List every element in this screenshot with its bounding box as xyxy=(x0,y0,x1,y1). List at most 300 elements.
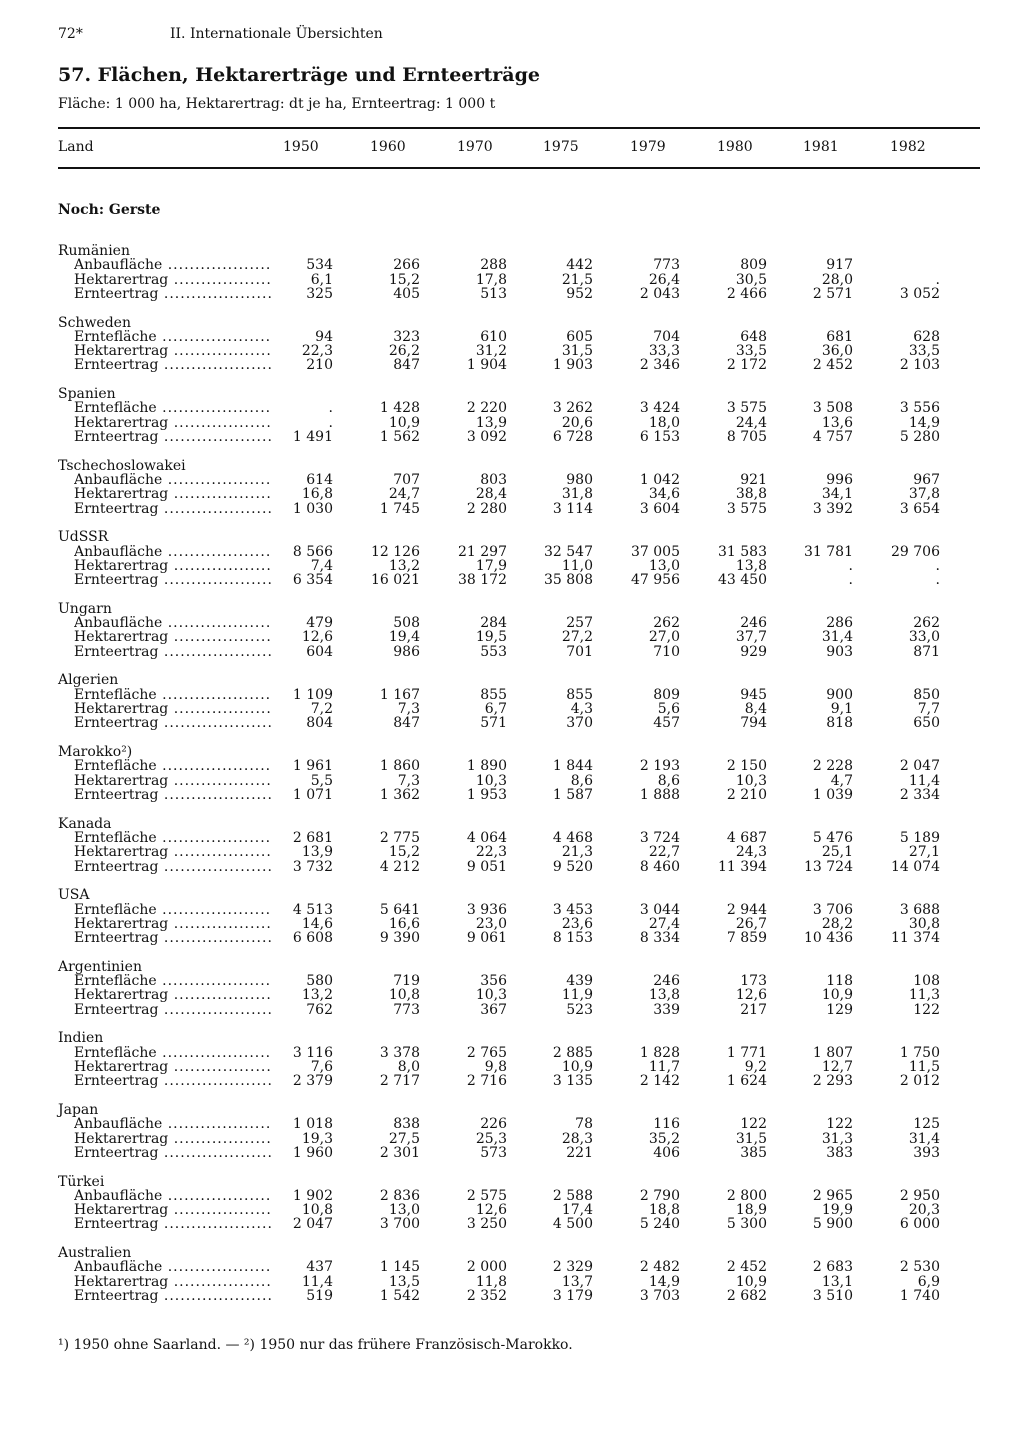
table-cell: 1 960 xyxy=(292,1144,333,1161)
table-cell: 3 732 xyxy=(292,858,333,875)
table-cell: 31,4 xyxy=(821,629,853,646)
table-cell: 118 xyxy=(826,973,853,990)
table-cell: 19,9 xyxy=(821,1202,853,1219)
table-cell: 31,8 xyxy=(561,486,593,503)
table-cell: 31,4 xyxy=(908,1130,940,1147)
table-cell: 14,9 xyxy=(908,414,940,431)
table-cell: 2 800 xyxy=(726,1187,767,1204)
table-cell: 2 950 xyxy=(899,1187,940,1204)
table-cell: 1 844 xyxy=(552,758,593,775)
table-cell: 6 153 xyxy=(639,429,680,446)
table-cell: 129 xyxy=(826,1001,853,1018)
metric-label: Ernteertrag ..... xyxy=(74,931,272,945)
table-cell: 3 424 xyxy=(639,400,680,417)
table-cell: 3 116 xyxy=(292,1044,333,1061)
table-cell: 1 030 xyxy=(292,500,333,517)
table-cell: 11,7 xyxy=(648,1058,680,1075)
table-cell: 18,9 xyxy=(735,1202,767,1219)
metric-label: Ernteertrag ..... xyxy=(74,788,272,802)
metric-label: Erntefläche ..... xyxy=(74,330,272,344)
table-cell: 5,5 xyxy=(310,772,333,789)
metric-label: Erntefläche ..... xyxy=(74,688,272,702)
table-cell: 850 xyxy=(913,686,940,703)
metric-label: Ernteertrag ..... xyxy=(74,1003,272,1017)
table-cell: 2 379 xyxy=(292,1073,333,1090)
table-cell: 4 212 xyxy=(379,858,420,875)
table-cell: . xyxy=(328,414,333,431)
table-cell: 24,3 xyxy=(735,844,767,861)
table-cell: 986 xyxy=(393,643,420,660)
metric-label: Ernteertrag ..... xyxy=(74,430,272,444)
table-cell: 33,5 xyxy=(908,343,940,360)
metric-label: Hektarertrag ..... xyxy=(74,559,272,573)
table-cell: 1 902 xyxy=(292,1187,333,1204)
table-cell: 1 071 xyxy=(292,786,333,803)
table-row xyxy=(58,630,980,644)
table-cell: 523 xyxy=(566,1001,593,1018)
table-cell: 262 xyxy=(653,615,680,632)
table-cell: 19,5 xyxy=(475,629,507,646)
table-row xyxy=(58,1203,980,1217)
table-cell: 1 362 xyxy=(379,786,420,803)
table-cell: 2 965 xyxy=(812,1187,853,1204)
table-cell: 4,7 xyxy=(830,772,853,789)
table-cell: 15,2 xyxy=(388,271,420,288)
table-cell: 385 xyxy=(740,1144,767,1161)
country-block xyxy=(58,1031,980,1088)
table-cell: 8 153 xyxy=(552,930,593,947)
table-cell: 173 xyxy=(740,973,767,990)
table-cell: 2 193 xyxy=(639,758,680,775)
column-header-year: 1970 xyxy=(457,139,493,155)
table-cell: 23,0 xyxy=(475,915,507,932)
table-cell: 221 xyxy=(566,1144,593,1161)
table-cell: 8 705 xyxy=(726,429,767,446)
table-cell: . xyxy=(935,271,940,288)
table-cell: 383 xyxy=(826,1144,853,1161)
table-cell: 4 500 xyxy=(552,1216,593,1233)
table-cell: 18,8 xyxy=(648,1202,680,1219)
table-cell: 4 513 xyxy=(292,901,333,918)
table-cell: 614 xyxy=(306,472,333,489)
table-cell: 573 xyxy=(480,1144,507,1161)
table-cell: . xyxy=(935,557,940,574)
table-cell: 8 566 xyxy=(292,543,333,560)
table-cell: 921 xyxy=(740,472,767,489)
table-cell: 442 xyxy=(566,257,593,274)
metric-label: Hektarertrag ..... xyxy=(74,988,272,1002)
table-cell: 122 xyxy=(826,1116,853,1133)
table-cell: 367 xyxy=(480,1001,507,1018)
table-cell: 8 460 xyxy=(639,858,680,875)
table-cell: 28,0 xyxy=(821,271,853,288)
table-cell: 15,2 xyxy=(388,844,420,861)
page-header xyxy=(58,26,988,48)
country-name: Kanada xyxy=(58,815,112,832)
table-cell: 30,5 xyxy=(735,271,767,288)
table-cell: 13,6 xyxy=(821,414,853,431)
table-cell: 2 301 xyxy=(379,1144,420,1161)
table-cell: 11 394 xyxy=(718,858,767,875)
table-cell: 2 220 xyxy=(466,400,507,417)
country-name: Ungarn xyxy=(58,600,112,617)
table-cell: 650 xyxy=(913,715,940,732)
table-cell: 1 807 xyxy=(812,1044,853,1061)
table-cell: 24,4 xyxy=(735,414,767,431)
table-row xyxy=(58,358,980,372)
table-cell: 25,3 xyxy=(475,1130,507,1147)
table-cell: 2 000 xyxy=(466,1259,507,1276)
table-cell: 17,4 xyxy=(561,1202,593,1219)
metric-label: Ernteertrag ..... xyxy=(74,860,272,874)
country-block xyxy=(58,1246,980,1303)
table-cell: 5 900 xyxy=(812,1216,853,1233)
table-cell: 508 xyxy=(393,615,420,632)
table-row xyxy=(58,344,980,358)
country-name: Marokko²) xyxy=(58,744,133,761)
table-row xyxy=(58,559,980,573)
table-cell: 12,6 xyxy=(301,629,333,646)
table-row xyxy=(58,1060,980,1074)
metric-label: Hektarertrag ..... xyxy=(74,344,272,358)
table-cell: 3 135 xyxy=(552,1073,593,1090)
table-cell: 393 xyxy=(913,1144,940,1161)
table-cell: 10 436 xyxy=(804,930,853,947)
table-cell: 6 000 xyxy=(899,1216,940,1233)
table-cell: 28,3 xyxy=(561,1130,593,1147)
table-row xyxy=(58,716,980,730)
table-row xyxy=(58,1275,980,1289)
table-row xyxy=(58,487,980,501)
table-cell: 13 724 xyxy=(804,858,853,875)
table-cell: 43 450 xyxy=(718,572,767,589)
table-cell: 5 300 xyxy=(726,1216,767,1233)
metric-label: Ernteertrag ..... xyxy=(74,358,272,372)
metric-label: Hektarertrag ..... xyxy=(74,1203,272,1217)
table-cell: 5 280 xyxy=(899,429,940,446)
table-cell: 27,5 xyxy=(388,1130,420,1147)
table-row xyxy=(58,430,980,444)
table-cell: 773 xyxy=(653,257,680,274)
table-cell: 1 771 xyxy=(726,1044,767,1061)
metric-label: Anbaufläche ..... xyxy=(74,473,272,487)
table-row xyxy=(58,1289,980,1303)
table-cell: 1 953 xyxy=(466,786,507,803)
metric-label: Erntefläche ..... xyxy=(74,1046,272,1060)
table-cell: 31 781 xyxy=(804,543,853,560)
table-cell: 7,2 xyxy=(310,701,333,718)
table-cell: 2 150 xyxy=(726,758,767,775)
table-cell: 3 556 xyxy=(899,400,940,417)
country-name: Spanien xyxy=(58,386,116,403)
table-cell: 246 xyxy=(653,973,680,990)
table-cell: 794 xyxy=(740,715,767,732)
table-cell: 13,2 xyxy=(388,557,420,574)
table-cell: 16,6 xyxy=(388,915,420,932)
table-row xyxy=(58,774,980,788)
table-cell: 513 xyxy=(480,285,507,302)
table-cell: 10,9 xyxy=(561,1058,593,1075)
table-cell: 1 428 xyxy=(379,400,420,417)
table-row xyxy=(58,1117,980,1131)
table-cell: 19,4 xyxy=(388,629,420,646)
table-cell: 604 xyxy=(306,643,333,660)
table-cell: 10,9 xyxy=(735,1273,767,1290)
table-cell: 284 xyxy=(480,615,507,632)
table-row xyxy=(58,616,980,630)
table-cell: 37,7 xyxy=(735,629,767,646)
country-block xyxy=(58,244,980,301)
table-cell: 1 167 xyxy=(379,686,420,703)
table-cell: 2 012 xyxy=(899,1073,940,1090)
table-cell: 257 xyxy=(566,615,593,632)
country-name: USA xyxy=(58,887,90,904)
table-cell: . xyxy=(848,557,853,574)
table-cell: 2 047 xyxy=(899,758,940,775)
table-cell: 2 043 xyxy=(639,285,680,302)
table-cell: 8,6 xyxy=(570,772,593,789)
table-cell: 7 859 xyxy=(726,930,767,947)
table-row xyxy=(58,845,980,859)
table-cell: 2 683 xyxy=(812,1259,853,1276)
table-cell: 9,2 xyxy=(744,1058,767,1075)
table-cell: 1 860 xyxy=(379,758,420,775)
table-cell: 30,8 xyxy=(908,915,940,932)
table-row xyxy=(58,645,980,659)
table-cell: 11,0 xyxy=(561,557,593,574)
table-cell: 2 482 xyxy=(639,1259,680,1276)
table-cell: 900 xyxy=(826,686,853,703)
table-cell: 1 903 xyxy=(552,357,593,374)
table-cell: 8 334 xyxy=(639,930,680,947)
table-cell: 21,5 xyxy=(561,271,593,288)
table-cell: 246 xyxy=(740,615,767,632)
table-cell: 31,2 xyxy=(475,343,507,360)
table-cell: 6 354 xyxy=(292,572,333,589)
table-row xyxy=(58,573,980,587)
table-cell: . xyxy=(935,572,940,589)
table-cell: 94 xyxy=(315,328,333,345)
table-cell: 24,7 xyxy=(388,486,420,503)
table-cell: 762 xyxy=(306,1001,333,1018)
table-cell: 2 346 xyxy=(639,357,680,374)
table-cell: 479 xyxy=(306,615,333,632)
country-block xyxy=(58,1103,980,1160)
table-cell: 10,3 xyxy=(475,772,507,789)
table-cell: 648 xyxy=(740,328,767,345)
table-cell: 3 575 xyxy=(726,500,767,517)
table-cell: 2 293 xyxy=(812,1073,853,1090)
table-cell: 370 xyxy=(566,715,593,732)
table-cell: 818 xyxy=(826,715,853,732)
table-cell: 1 018 xyxy=(292,1116,333,1133)
table-cell: 945 xyxy=(740,686,767,703)
table-cell: 996 xyxy=(826,472,853,489)
table-cell: 2 790 xyxy=(639,1187,680,1204)
table-cell: 5 189 xyxy=(899,829,940,846)
table-cell: 3 604 xyxy=(639,500,680,517)
table-cell: 210 xyxy=(306,357,333,374)
table-cell: 8,4 xyxy=(744,701,767,718)
footnotes: ¹) 1950 ohne Saarland. — ²) 1950 nur das frühere Französisch-Marokko. xyxy=(58,1337,573,1353)
metric-label: Erntefläche ..... xyxy=(74,831,272,845)
table-cell: 2 142 xyxy=(639,1073,680,1090)
table-cell: 2 047 xyxy=(292,1216,333,1233)
table-cell: 11,5 xyxy=(908,1058,940,1075)
table-cell: 17,8 xyxy=(475,271,507,288)
table-cell: 1 562 xyxy=(379,429,420,446)
table-row xyxy=(58,1189,980,1203)
table-cell: 23,6 xyxy=(561,915,593,932)
table-cell: 108 xyxy=(913,973,940,990)
table-cell: 27,4 xyxy=(648,915,680,932)
metric-label: Erntefläche ..... xyxy=(74,903,272,917)
table-top-rule xyxy=(58,127,980,129)
table-cell: 1 624 xyxy=(726,1073,767,1090)
country-name: Indien xyxy=(58,1030,104,1047)
table-row xyxy=(58,903,980,917)
table-cell: 13,8 xyxy=(648,987,680,1004)
table-cell: 288 xyxy=(480,257,507,274)
table-cell: 10,8 xyxy=(301,1202,333,1219)
table-cell: 122 xyxy=(913,1001,940,1018)
table-cell: 2 329 xyxy=(552,1259,593,1276)
metric-label: Hektarertrag ..... xyxy=(74,630,272,644)
table-cell: 610 xyxy=(480,328,507,345)
table-cell: 26,2 xyxy=(388,343,420,360)
table-cell: 7,3 xyxy=(397,701,420,718)
country-block xyxy=(58,817,980,874)
table-cell: 13,9 xyxy=(475,414,507,431)
metric-label: Anbaufläche ..... xyxy=(74,545,272,559)
metric-label: Anbaufläche ..... xyxy=(74,1117,272,1131)
table-cell: 4 757 xyxy=(812,429,853,446)
column-header-year: 1950 xyxy=(283,139,319,155)
table-cell: 2 334 xyxy=(899,786,940,803)
table-cell: 3 703 xyxy=(639,1287,680,1304)
table-cell: 2 775 xyxy=(379,829,420,846)
metric-label: Hektarertrag ..... xyxy=(74,1275,272,1289)
table-cell: 3 654 xyxy=(899,500,940,517)
table-cell: 10,9 xyxy=(821,987,853,1004)
table-cell: 286 xyxy=(826,615,853,632)
country-block xyxy=(58,387,980,444)
table-cell: 710 xyxy=(653,643,680,660)
table-cell: 1 961 xyxy=(292,758,333,775)
table-cell: 2 765 xyxy=(466,1044,507,1061)
table-cell: 22,7 xyxy=(648,844,680,861)
table-cell: 2 103 xyxy=(899,357,940,374)
table-cell: 13,8 xyxy=(735,557,767,574)
table-row xyxy=(58,287,980,301)
table-cell: 7,3 xyxy=(397,772,420,789)
table-row xyxy=(58,788,980,802)
table-cell: 11,4 xyxy=(908,772,940,789)
metric-label: Hektarertrag ..... xyxy=(74,917,272,931)
table-cell: 9 051 xyxy=(466,858,507,875)
country-name: Türkei xyxy=(58,1173,105,1190)
table-cell: 3 378 xyxy=(379,1044,420,1061)
metric-label: Ernteertrag ..... xyxy=(74,1074,272,1088)
table-cell: 4 687 xyxy=(726,829,767,846)
table-cell: 31,5 xyxy=(735,1130,767,1147)
table-row xyxy=(58,258,980,272)
column-header-land: Land xyxy=(58,139,94,155)
table-cell: 519 xyxy=(306,1287,333,1304)
table-cell: . xyxy=(848,572,853,589)
table-cell: 32 547 xyxy=(544,543,593,560)
table-cell: 952 xyxy=(566,285,593,302)
table-header-row xyxy=(58,139,980,161)
table-header-rule xyxy=(58,167,980,169)
table-cell: 439 xyxy=(566,973,593,990)
table-cell: 25,1 xyxy=(821,844,853,861)
table-cell: 2 530 xyxy=(899,1259,940,1276)
table-cell: 2 466 xyxy=(726,285,767,302)
table-cell: 34,1 xyxy=(821,486,853,503)
table-cell: 47 956 xyxy=(631,572,680,589)
table-cell: 323 xyxy=(393,328,420,345)
table-cell: 3 453 xyxy=(552,901,593,918)
table-row xyxy=(58,1132,980,1146)
table-cell: 2 280 xyxy=(466,500,507,517)
table-body xyxy=(58,244,980,1318)
country-block xyxy=(58,960,980,1017)
table-row xyxy=(58,831,980,845)
table-cell: 1 039 xyxy=(812,786,853,803)
table-row xyxy=(58,702,980,716)
table-row xyxy=(58,273,980,287)
table-cell: 903 xyxy=(826,643,853,660)
table-row xyxy=(58,688,980,702)
table-cell: 31,3 xyxy=(821,1130,853,1147)
table-cell: 5 641 xyxy=(379,901,420,918)
table-row xyxy=(58,416,980,430)
table-cell: 16 021 xyxy=(371,572,420,589)
table-cell: 35,2 xyxy=(648,1130,680,1147)
table-cell: 31 583 xyxy=(718,543,767,560)
table-cell: 681 xyxy=(826,328,853,345)
country-name: Rumänien xyxy=(58,243,130,259)
country-block xyxy=(58,1175,980,1232)
table-cell: 2 210 xyxy=(726,786,767,803)
table-cell: 2 588 xyxy=(552,1187,593,1204)
table-cell: 116 xyxy=(653,1116,680,1133)
table-cell: 3 092 xyxy=(466,429,507,446)
table-cell: 5 476 xyxy=(812,829,853,846)
column-header-year: 1979 xyxy=(630,139,666,155)
table-cell: 16,8 xyxy=(301,486,333,503)
metric-label: Erntefläche ..... xyxy=(74,759,272,773)
metric-label: Anbaufläche ..... xyxy=(74,1260,272,1274)
table-cell: 2 172 xyxy=(726,357,767,374)
table-cell: 3 510 xyxy=(812,1287,853,1304)
table-cell: 13,0 xyxy=(388,1202,420,1219)
table-cell: 13,9 xyxy=(301,844,333,861)
table-cell: 7,6 xyxy=(310,1058,333,1075)
table-cell: 571 xyxy=(480,715,507,732)
table-cell: 12,6 xyxy=(475,1202,507,1219)
table-cell: . xyxy=(328,400,333,417)
table-cell: 10,3 xyxy=(475,987,507,1004)
country-name: Argentinien xyxy=(58,958,142,975)
table-cell: 9 061 xyxy=(466,930,507,947)
table-cell: 28,4 xyxy=(475,486,507,503)
table-title: 57. Flächen, Hektarerträge und Ernteerträge xyxy=(58,64,540,86)
table-cell: 773 xyxy=(393,1001,420,1018)
table-cell: 9 390 xyxy=(379,930,420,947)
table-cell: 3 392 xyxy=(812,500,853,517)
